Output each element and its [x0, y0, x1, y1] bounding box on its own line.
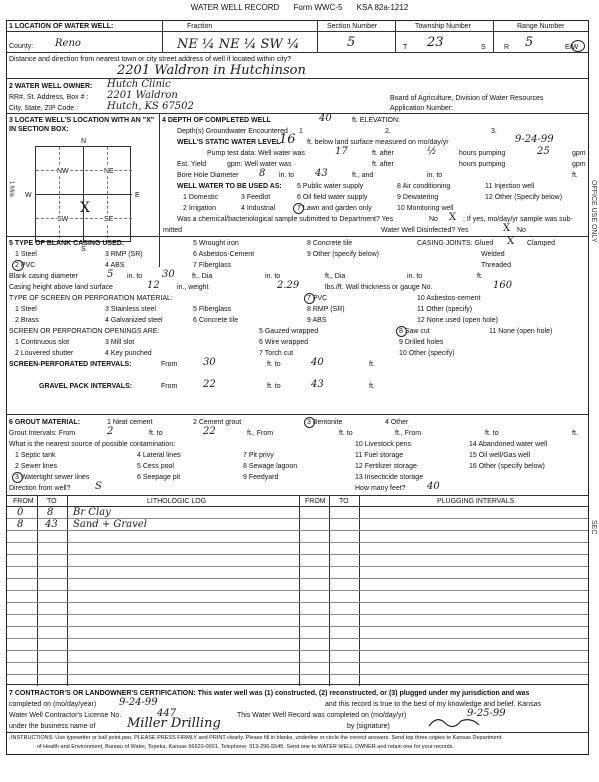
range-label: Range Number — [517, 23, 565, 30]
diameter-label: Blank casing diameter — [9, 273, 78, 280]
grout-ft: ft., From — [247, 430, 274, 437]
contam-label: What is the nearest source of possible contamination: — [9, 441, 176, 448]
chem-no[interactable]: No — [429, 216, 438, 223]
bore-ft: ft. — [572, 172, 578, 179]
opening-2[interactable]: 2 Louvered shutter — [15, 350, 74, 357]
casing-9[interactable]: 9 Other (specify below) — [307, 251, 379, 258]
opening-8[interactable]: 8 Saw cut — [399, 328, 430, 335]
diameter-to[interactable]: 30 — [162, 269, 175, 280]
opening-5[interactable]: 5 Gauzed wrapped — [259, 328, 319, 335]
w-label: W — [25, 192, 32, 199]
grout-3[interactable]: 3 Bentonite — [307, 419, 343, 426]
range-w-circle — [571, 40, 585, 52]
contam-5[interactable]: 5 Cess pool — [137, 463, 174, 470]
diameter-in2: in. to — [265, 273, 281, 280]
gauge-value[interactable]: 160 — [493, 280, 513, 291]
diameter-ft: ft., Dia — [192, 273, 213, 280]
use-7[interactable]: 7 Lawn and garden only — [297, 205, 372, 212]
use-7-circle — [293, 203, 304, 214]
ne-label: NE — [104, 168, 114, 175]
chem-no-mark: X — [449, 212, 457, 223]
section-value[interactable]: 5 — [347, 35, 356, 50]
township-t: T — [403, 44, 408, 51]
opening-7[interactable]: 7 Torch cut — [259, 350, 294, 357]
disinfected-no[interactable]: No — [517, 227, 526, 234]
city-value[interactable]: Hutch, KS 67502 — [107, 101, 194, 112]
screen-5[interactable]: 5 Fiberglass — [193, 306, 232, 313]
height-label: Casing height above land surface — [9, 284, 113, 291]
depth-value[interactable]: 40 — [319, 113, 332, 124]
pump-after: ft. after — [372, 150, 394, 157]
diameter-ft3: ft. — [477, 273, 483, 280]
screen-6[interactable]: 6 Concrete tile — [193, 317, 239, 324]
contam-15[interactable]: 15 Oil well/Gas well — [469, 452, 531, 459]
casing-7[interactable]: 7 Fiberglass — [193, 262, 232, 269]
opening-1[interactable]: 1 Continuous slot — [15, 339, 70, 346]
weight-value[interactable]: 2.29 — [277, 280, 300, 291]
bore-in: in. to — [279, 172, 295, 179]
use-label: WELL WATER TO BE USED AS: — [177, 183, 282, 190]
grout-ft3: ft. — [572, 430, 578, 437]
mile-label: 1 Mile — [8, 181, 14, 198]
bore-to[interactable]: 43 — [315, 168, 328, 179]
gpi-label: GRAVEL PACK INTERVALS: — [39, 383, 133, 390]
office-use-label: OFFICE USE ONLY — [590, 180, 597, 243]
address-value[interactable]: 2201 Waldron — [107, 90, 178, 101]
use-12[interactable]: 12 Other (Specify below) — [485, 194, 563, 201]
bore-in2: in. to — [427, 172, 443, 179]
grout-ft-to: ft. to — [149, 430, 163, 437]
form-header — [0, 3, 599, 12]
license-label: Water Well Contractor's License No. — [9, 712, 122, 719]
screen-3[interactable]: 3 Stainless steel — [105, 306, 156, 313]
log-to-header: TO — [47, 498, 57, 505]
instructions: INSTRUCTIONS: Use typewriter or ball point pen. PLEASE PRESS FIRMLY and PRINT clearly. Please fill in blanks, underline or circle the correct answers. Send top three copies to Kansas Department — [11, 735, 502, 741]
contam-10[interactable]: 10 Livestock pens — [355, 441, 412, 448]
lithologic-log-table — [7, 495, 588, 685]
opening-9[interactable]: 9 Drilled holes — [399, 339, 444, 346]
fraction-label: Fraction — [187, 23, 213, 30]
grout-ft-to3: ft. to — [485, 430, 499, 437]
bore-and: ft., and — [352, 172, 374, 179]
nw-label: NW — [57, 168, 69, 175]
screen-2[interactable]: 2 Brass — [15, 317, 39, 324]
township-value[interactable]: 23 — [427, 35, 444, 50]
spi-to[interactable]: 40 — [311, 357, 324, 368]
spi-from[interactable]: 30 — [203, 357, 216, 368]
height-in: in., weight — [177, 284, 209, 291]
log-row-from[interactable]: 8 — [17, 519, 24, 530]
address-label: RR#, St. Address, Box # : — [9, 94, 89, 101]
pump-hours[interactable]: ½ — [427, 146, 437, 157]
pump-label: Pump test data: Well water was — [207, 150, 305, 157]
use-11[interactable]: 11 Injection well — [485, 183, 535, 190]
township-s: S — [481, 44, 486, 51]
yield-gpm: gpm: Well water was — [227, 161, 292, 168]
completed-label: completed on (mo/day/year) — [9, 701, 97, 708]
form-title: WATER WELL RECORD — [190, 3, 280, 12]
sec-label: SEC — [590, 520, 597, 535]
screen-1[interactable]: 1 Steel — [15, 306, 37, 313]
direction-value[interactable]: S — [95, 481, 102, 492]
hours-pumping: hours pumping — [459, 150, 506, 157]
range-r: R — [504, 44, 510, 51]
grout-to[interactable]: 22 — [203, 426, 216, 437]
height-value[interactable]: 12 — [147, 280, 160, 291]
disinfected-label: Water Well Disinfected? Yes — [381, 227, 469, 234]
grout-from[interactable]: 2 — [107, 426, 114, 437]
gw-3: 3. — [491, 128, 497, 135]
contam-7[interactable]: 7 Pit privy — [243, 452, 274, 459]
joints-glued-mark: X — [507, 236, 515, 247]
contam-16[interactable]: 16 Other (specify below) — [469, 463, 545, 470]
e-label: E — [135, 192, 140, 199]
s1-label: 1 LOCATION OF WATER WELL: — [9, 23, 114, 30]
s3-label: 3 LOCATE WELL'S LOCATION WITH AN "X" IN SECTION BOX: — [9, 117, 155, 133]
use-4[interactable]: 4 Industrial — [241, 205, 276, 212]
screen-11[interactable]: 11 Other (specify) — [417, 306, 473, 313]
contam-4[interactable]: 4 Lateral lines — [137, 452, 181, 459]
log-row-from[interactable]: 0 — [17, 507, 24, 518]
joints-clamped[interactable]: Clamped — [527, 240, 556, 247]
gw-2: 2. — [385, 128, 391, 135]
s2-label: 2 WATER WELL OWNER: — [9, 83, 93, 90]
city-label: City, State, ZIP Code : — [9, 105, 78, 112]
record-date[interactable]: 9-25-99 — [467, 708, 506, 719]
grout-1[interactable]: 1 Neat cement — [107, 419, 153, 426]
township-label: Township Number — [415, 23, 472, 30]
yield-gpm2: gpm — [572, 161, 586, 168]
use-10[interactable]: 10 Monitoring well — [397, 205, 454, 212]
well-record-form — [6, 20, 589, 755]
yield-label: Est. Yield — [177, 161, 207, 168]
joints-label: CASING JOINTS: Glued — [417, 240, 494, 247]
log-row-desc[interactable]: Sand + Gravel — [73, 519, 147, 530]
contam-9[interactable]: 9 Feedyard — [243, 474, 279, 481]
opening-10[interactable]: 10 Other (specify) — [399, 350, 455, 357]
signature-mark — [427, 715, 487, 729]
grout-ft2: ft., From — [395, 430, 422, 437]
log-from-header: FROM — [13, 498, 34, 505]
s-label: S — [81, 246, 86, 253]
distance-label: Distance and direction from nearest town or city street address of well if located within city? — [9, 56, 292, 63]
county-label: County: — [9, 43, 34, 50]
use-1[interactable]: 1 Domestic — [183, 194, 219, 201]
use-5[interactable]: 5 Public water supply — [297, 183, 364, 190]
owner-value[interactable]: Hutch Clinic — [107, 79, 171, 90]
contam-8[interactable]: 8 Sewage lagoon — [243, 463, 298, 470]
bore-value[interactable]: 8 — [259, 168, 266, 179]
use-8[interactable]: 8 Air conditioning — [397, 183, 451, 190]
grout-bentonite-circle — [304, 417, 315, 428]
use-2[interactable]: 2 Irrigation — [183, 205, 217, 212]
casing-3[interactable]: 3 RMP (SR) — [105, 251, 143, 258]
form-number: Form WWC-5 — [293, 3, 343, 12]
disinfected-mark: X — [503, 223, 511, 234]
application-label: Application Number: — [390, 105, 454, 112]
use-6[interactable]: 6 Oil field water supply — [297, 194, 368, 201]
opening-saw-circle — [396, 326, 407, 337]
joints-threaded[interactable]: Threaded — [481, 262, 511, 269]
distance-value[interactable]: 2201 Waldron in Hutchinson — [117, 63, 306, 78]
screen-8[interactable]: 8 RMP (SR) — [307, 306, 345, 313]
static-tail: ft. below land surface measured on mo/day/yr — [307, 139, 449, 146]
openings-label: SCREEN OR PERFORATION OPENINGS ARE: — [9, 328, 160, 335]
n-label: N — [81, 138, 87, 145]
screen-9[interactable]: 9 ABS — [307, 317, 327, 324]
log-row-desc[interactable]: Br Clay — [73, 507, 111, 518]
spi-ft-to: ft. to — [267, 361, 281, 368]
diameter-ft2: ft., Dia — [325, 273, 346, 280]
completed-value[interactable]: 9-24-99 — [119, 697, 158, 708]
casing-pvc-circle — [12, 260, 24, 271]
groundwater-label: Depth(s) Groundwater Encountered — [177, 128, 288, 135]
casing-2[interactable]: 2 PVC — [15, 262, 36, 269]
s5-label: 5 TYPE OF BLANK CASING USED: — [9, 240, 125, 247]
grout-ft-to2: ft. to — [339, 430, 353, 437]
use-3[interactable]: 3 Feedlot — [241, 194, 271, 201]
plug-from-header: FROM — [305, 498, 326, 505]
contam-3[interactable]: 3 Watertight sewer lines — [15, 474, 90, 481]
gpi-to[interactable]: 43 — [311, 379, 324, 390]
s6-label: 6 GROUT MATERIAL: — [9, 419, 81, 426]
spi-ft: ft. — [369, 361, 375, 368]
s7-label: 7 CONTRACTOR'S OR LANDOWNER'S CERTIFICATION: This water well was (1) constructed, (2) reconstructed, or (3) plugged under my jurisdiction and was — [9, 690, 530, 697]
casing-5[interactable]: 5 Wrought iron — [193, 240, 239, 247]
county-value[interactable]: Reno — [55, 38, 81, 49]
plug-to-header: TO — [339, 498, 349, 505]
grout-intervals-label: Grout Intervals: From — [9, 430, 76, 437]
ksa-ref: KSA 82a-1212 — [356, 3, 409, 12]
business-value[interactable]: Miller Drilling — [127, 716, 221, 731]
signature-label: by (signature) — [347, 723, 390, 730]
gpi-from[interactable]: 22 — [203, 379, 216, 390]
opening-11[interactable]: 11 None (open hole) — [489, 328, 553, 335]
section-box — [35, 146, 131, 242]
contam-6[interactable]: 6 Seepage pit — [137, 474, 181, 481]
elevation-label: ft. ELEVATION: — [352, 117, 400, 124]
screen-pvc-circle — [304, 293, 315, 304]
casing-4[interactable]: 4 ABS — [105, 262, 125, 269]
contam-1[interactable]: 1 Septic tank — [15, 452, 56, 459]
screen-label: TYPE OF SCREEN OR PERFORATION MATERIAL: — [9, 295, 173, 302]
log-row-to[interactable]: 8 — [47, 507, 54, 518]
license-value[interactable]: 447 — [157, 708, 177, 719]
casing-8[interactable]: 8 Concrete tile — [307, 240, 353, 247]
bore-label: Bore Hole Diameter — [177, 172, 239, 179]
screen-4[interactable]: 4 Galvanized steel — [105, 317, 163, 324]
range-value[interactable]: 5 — [525, 35, 534, 50]
gpm-value[interactable]: 25 — [537, 146, 550, 157]
gpi-ft-to: ft. to — [267, 383, 281, 390]
static-label: WELL'S STATIC WATER LEVEL — [177, 139, 281, 146]
yield-hours: hours pumping — [459, 161, 506, 168]
screen-10[interactable]: 10 Asbestos-cement — [417, 295, 481, 302]
gpi-ft: ft. — [369, 383, 375, 390]
howmany-value[interactable]: 40 — [427, 481, 440, 492]
location-mark[interactable]: X — [80, 200, 90, 216]
joints-welded[interactable]: Welded — [481, 251, 505, 258]
contam-11[interactable]: 11 Fuel storage — [355, 452, 404, 459]
se-label: SE — [104, 216, 114, 223]
casing-6[interactable]: 6 Asbestos-Cement — [193, 251, 255, 258]
howmany-label: How many feet? — [355, 485, 406, 492]
contam-14[interactable]: 14 Abandoned water well — [469, 441, 548, 448]
spi-from-label: From — [161, 361, 178, 368]
pump-value[interactable]: 17 — [335, 146, 348, 157]
contam-2[interactable]: 2 Sewer lines — [15, 463, 58, 470]
screen-12[interactable]: 12 None used (open hole) — [417, 317, 498, 324]
direction-label: Direction from well? — [9, 485, 71, 492]
gpm-unit: gpm — [572, 150, 586, 157]
board-text: Board of Agriculture, Division of Water Resources — [390, 95, 544, 102]
range-ew: E/W — [565, 44, 579, 51]
true-text: and this record is true to the best of my knowledge and belief. Kansas — [325, 701, 541, 708]
diameter-in3: in. to — [407, 273, 423, 280]
spi-label: SCREEN-PERFORATED INTERVALS: — [9, 361, 132, 368]
grout-4[interactable]: 4 Other — [385, 419, 409, 426]
static-value[interactable]: 16 — [279, 132, 296, 147]
opening-3[interactable]: 3 Mill slot — [105, 339, 135, 346]
record-label: This Water Well Record was completed on (mo/day/yr) — [237, 712, 407, 719]
sw-label: SW — [57, 216, 69, 223]
business-label: under the business name of — [9, 723, 96, 730]
plug-intervals-header: PLUGGING INTERVALS — [437, 498, 515, 505]
grout-2[interactable]: 2 Cement grout — [193, 419, 242, 426]
static-date[interactable]: 9-24-99 — [515, 134, 554, 145]
gw-1: 1 — [299, 128, 303, 135]
yield-after: ft. after — [372, 161, 394, 168]
gpi-from-label: From — [161, 383, 178, 390]
chem-label: Was a chemical/bacteriological sample submitted to Department? Yes — [177, 216, 394, 223]
lbs-label: lbs./ft. Wall thickness or gauge No. — [325, 284, 433, 291]
diameter-in: in. to — [127, 273, 143, 280]
depth-label: 4 DEPTH OF COMPLETED WELL — [162, 117, 271, 124]
opening-6[interactable]: 6 Wire wrapped — [259, 339, 309, 346]
casing-1[interactable]: 1 Steel — [15, 251, 37, 258]
contam-13[interactable]: 13 Insecticide storage — [355, 474, 424, 481]
screen-7[interactable]: 7 PVC — [307, 295, 328, 302]
contam-3-circle — [12, 472, 23, 483]
contam-12[interactable]: 12 Fertilizer storage — [355, 463, 417, 470]
fraction-value[interactable]: NE ¼ NE ¼ SW ¼ — [177, 37, 300, 52]
section-label: Section Number — [327, 23, 378, 30]
log-row-to[interactable]: 43 — [45, 519, 58, 530]
opening-4[interactable]: 4 Key punched — [105, 350, 152, 357]
chem-mitted: mitted — [163, 227, 183, 234]
chem-tail: ; If yes, mo/day/yr sample was sub- — [463, 216, 573, 223]
diameter-value[interactable]: 5 — [107, 269, 114, 280]
instructions-2: of Health and Environment, Bureau of Water, Topeka, Kansas 66620-0001. Telephone: 913-296-5545. Send one to WATER WELL OWNER and retain one for your records. — [37, 744, 455, 750]
log-lithologic-header: LITHOLOGIC LOG — [147, 498, 207, 505]
use-9[interactable]: 9 Dewatering — [397, 194, 439, 201]
